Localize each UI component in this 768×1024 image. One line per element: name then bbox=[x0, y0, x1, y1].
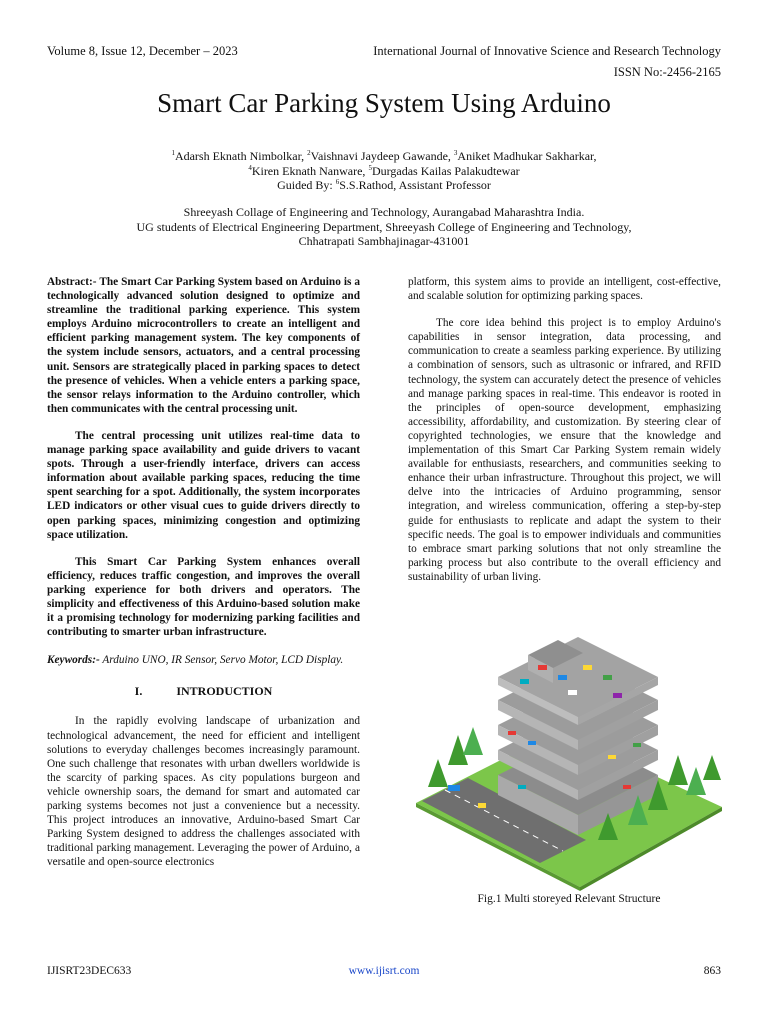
journal-name: International Journal of Innovative Science and Research Technology bbox=[373, 44, 721, 58]
guided-label: Guided By: bbox=[277, 178, 336, 192]
guide-sup: 6 bbox=[335, 178, 340, 186]
page-number: 863 bbox=[703, 965, 721, 977]
author-name: Kiren Eknath Nanware, bbox=[251, 163, 369, 178]
paper-title: Smart Car Parking System Using Arduino bbox=[157, 88, 611, 118]
abstract-p2: The central processing unit utilizes real-time data to manage parking space availability and guide drivers to vacant spots. Through a user-friendly interface, drivers can access information about available parking spaces, reducing the time spent searching for a spot. Additionally, the system incorporates LED indicators or other visual cues to guide drivers directly to open parking spaces, minimizing congestion and optimizing space utilization. bbox=[47, 429, 360, 541]
right-column bbox=[408, 275, 721, 584]
affiliation-line: Shreeyash Collage of Engineering and Technology, Aurangabad Maharashtra India. bbox=[183, 205, 585, 219]
left-column bbox=[47, 275, 360, 869]
abstract-label: Abstract:- bbox=[47, 276, 97, 288]
right-p1: platform, this system aims to provide an intelligent, cost-effective, and scalable solution for optimizing parking spaces. bbox=[408, 276, 721, 303]
keywords-label: Keywords:- bbox=[47, 654, 100, 667]
affiliation-line: UG students of Electrical Engineering Department, Shreeyash College of Engineering and Technology, bbox=[136, 219, 632, 234]
author-sup: 4 bbox=[248, 163, 252, 172]
author-name: Adarsh Eknath Nimbolkar, bbox=[174, 149, 308, 163]
abstract-p1 bbox=[47, 275, 360, 416]
section-number: I. bbox=[134, 684, 143, 699]
author-name: Durgadas Kailas Palakudtewar bbox=[371, 163, 520, 178]
journal-url[interactable]: www.ijisrt.com bbox=[348, 965, 420, 977]
parking-building bbox=[498, 637, 658, 835]
affiliation-line: Chhatrapati Sambhajinagar-431001 bbox=[298, 234, 470, 248]
abstract-p3: This Smart Car Parking System enhances overall efficiency, reduces traffic congestion, and improves the overall parking experience for both drivers and operators. The simplicity and effectiveness of this Arduino-based solution make it a promising technology for modernizing parking facilities and contributing to smarter urban infrastructure. bbox=[47, 555, 360, 639]
author-sup: 3 bbox=[453, 149, 458, 157]
abstract-text: The Smart Car Parking System based on Arduino is a technologically advanced solution designed to optimize and streamline the traditional parking experience. This system employs Arduino microcontrollers to create an intelligent and efficient parking management system. The key components of the system include sensors, actuators, and a central processing unit. Sensors are strategically placed in parking spaces to detect the presence of vehicles. When a vehicle enters a parking space, the sensor relays information to the Arduino controller, which then communicates with the central processing unit. bbox=[47, 276, 360, 415]
guide-name: S.S.Rathod, Assistant Professor bbox=[339, 178, 491, 192]
author-name: Aniket Madhukar Sakharkar, bbox=[457, 149, 597, 163]
right-p2: The core idea behind this project is to employ Arduino's capabilities in sensor integration, data processing, and communication to create a seamless parking experience. By utilizing a combination of sensors, such as ultrasonic or infrared, and RFID technology, the system can accurately detect the presence of vehicles and manage parking spaces in real-time. This endeavor is rooted in the principles of open-source development, emphasizing accessibility, affordability, and customization. By steering clear of copyrighted technologies, we ensure that the knowledge and implementation of this Smart Car Parking System remain widely available for enthusiasts, researchers, and communities seeking to enhance their urban infrastructure. Throughout this project, we will delve into the intricacies of Arduino programming, sensor integration, and wireless communication, offering a step-by-step guide for enthusiasts to replicate and adapt the system to their specific needs. The goal is to empower individuals and communities to embrace smart parking solutions that not only streamline the parking process but also contribute to the overall efficiency and sustainability of urban living. bbox=[408, 317, 721, 583]
volume-info: Volume 8, Issue 12, December – 2023 bbox=[47, 44, 238, 58]
section-title: INTRODUCTION bbox=[176, 684, 273, 699]
intro-p1: In the rapidly evolving landscape of urbanization and technological advancement, the need for efficient and intelligent solutions to everyday challenges becomes increasingly paramount. One such challenge that resonates with urban dwellers worldwide is the scarcity of parking spaces. As city populations burgeon and vehicle ownership soars, the demand for smart and automated car parking systems becomes not just a convenience but a necessity. This project introduces an innovative, Arduino-based Smart Car Parking System designed to address the challenges associated with traditional parking management. Leveraging the power of Arduino, a versatile and open-source electronics bbox=[47, 715, 360, 869]
affiliation bbox=[60, 205, 708, 249]
author-sup: 1 bbox=[171, 149, 175, 157]
authors-line-1 bbox=[60, 149, 708, 164]
parking-structure-figure bbox=[408, 635, 730, 891]
issn: ISSN No:-2456-2165 bbox=[613, 65, 721, 79]
authors bbox=[60, 149, 708, 193]
author-name: Vaishnavi Jaydeep Gawande, bbox=[310, 149, 454, 163]
authors-line-2 bbox=[60, 164, 708, 179]
section-heading bbox=[47, 684, 360, 698]
author-sup: 5 bbox=[368, 163, 372, 172]
paper-id: IJISRT23DEC633 bbox=[47, 965, 132, 977]
keywords bbox=[47, 653, 360, 667]
guided-by bbox=[60, 178, 708, 193]
author-sup: 2 bbox=[307, 149, 311, 157]
keywords-text: Arduino UNO, IR Sensor, Servo Motor, LCD Display. bbox=[99, 654, 344, 667]
figure-caption: Fig.1 Multi storeyed Relevant Structure bbox=[477, 893, 661, 905]
